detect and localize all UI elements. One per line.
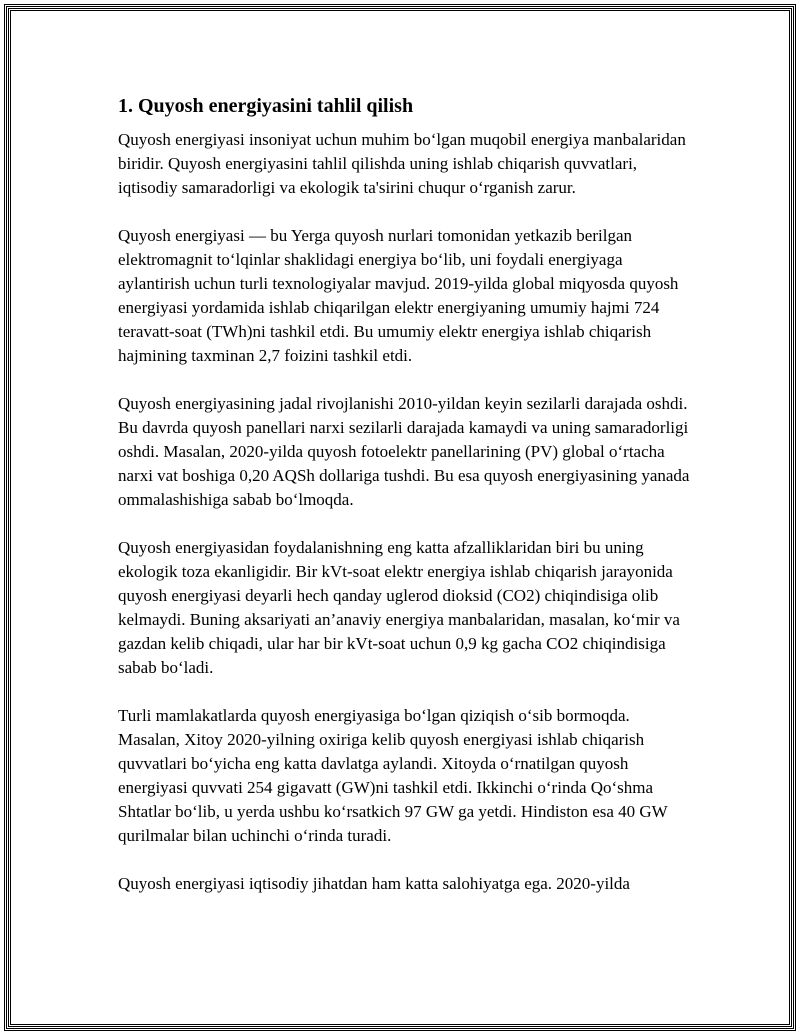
paragraph-5: Turli mamlakatlarda quyosh energiyasiga bo‘lgan qiziqish o‘sib bormoqda. Masalan, Xitoy 2020-yilning oxiriga kelib quyosh energiyasi ishlab chiqarish quvvatlari bo‘yicha eng katta davlatga aylandi. Xitoyda o‘rnatilgan quyosh energiyasi quvvati 254 gigavatt (GW)ni tashkil etdi. Ikkinchi o‘rinda Qo‘shma Shtatlar bo‘lib, u yerda ushbu ko‘rsatkich 97 GW ga yetdi. Hindiston esa 40 GW qurilmalar bilan uchinchi o‘rinda turadi. bbox=[118, 706, 668, 845]
paragraph-6: Quyosh energiyasi iqtisodiy jihatdan ham katta salohiyatga ega. 2020-yilda bbox=[118, 874, 630, 893]
paragraph-1: Quyosh energiyasi insoniyat uchun muhim bo‘lgan muqobil energiya manbalaridan biridir. Quyosh energiyasini tahlil qilishda uning ishlab chiqarish quvvatlari, iqtisodiy samaradorligi va ekologik ta'sirini chuqur o‘rganish zarur. bbox=[118, 130, 686, 197]
paragraph-2: Quyosh energiyasi — bu Yerga quyosh nurlari tomonidan yetkazib berilgan elektromagnit to‘lqinlar shaklidagi energiya bo‘lib, uni foydali energiyaga aylantirish uchun turli texnologiyalar mavjud. 2019-yilda global miqyosda quyosh energiyasi yordamida ishlab chiqarilgan elektr energiyaning umumiy hajmi 724 teravatt-soat (TWh)ni tashkil etdi. Bu umumiy elektr energiya ishlab chiqarish hajmining taxminan 2,7 foizini tashkil etdi. bbox=[118, 226, 679, 365]
paragraph-3: Quyosh energiyasining jadal rivojlanishi 2010-yildan keyin sezilarli darajada oshdi. Bu davrda quyosh panellari narxi sezilarli darajada kamaydi va uning samaradorligi oshdi. Masalan, 2020-yilda quyosh fotoelektr panellarining (PV) global o‘rtacha narxi vat boshiga 0,20 AQSh dollariga tushdi. Bu esa quyosh energiyasining yanada ommalashishiga sabab bo‘lmoqda. bbox=[118, 394, 690, 509]
document-body bbox=[118, 92, 690, 920]
section-heading: 1. Quyosh energiyasini tahlil qilish bbox=[118, 95, 414, 117]
paragraph-4: Quyosh energiyasidan foydalanishning eng katta afzalliklaridan biri bu uning ekologik toza ekanligidir. Bir kVt-soat elektr energiya ishlab chiqarish jarayonida quyosh energiyasi deyarli hech qanday uglerod dioksid (CO2) chiqindisiga olib kelmaydi. Buning aksariyati an’anaviy energiya manbalaridan, masalan, ko‘mir va gazdan kelib chiqadi, ular har bir kVt-soat uchun 0,9 kg gacha CO2 chiqindisiga sabab bo‘ladi. bbox=[118, 538, 680, 677]
